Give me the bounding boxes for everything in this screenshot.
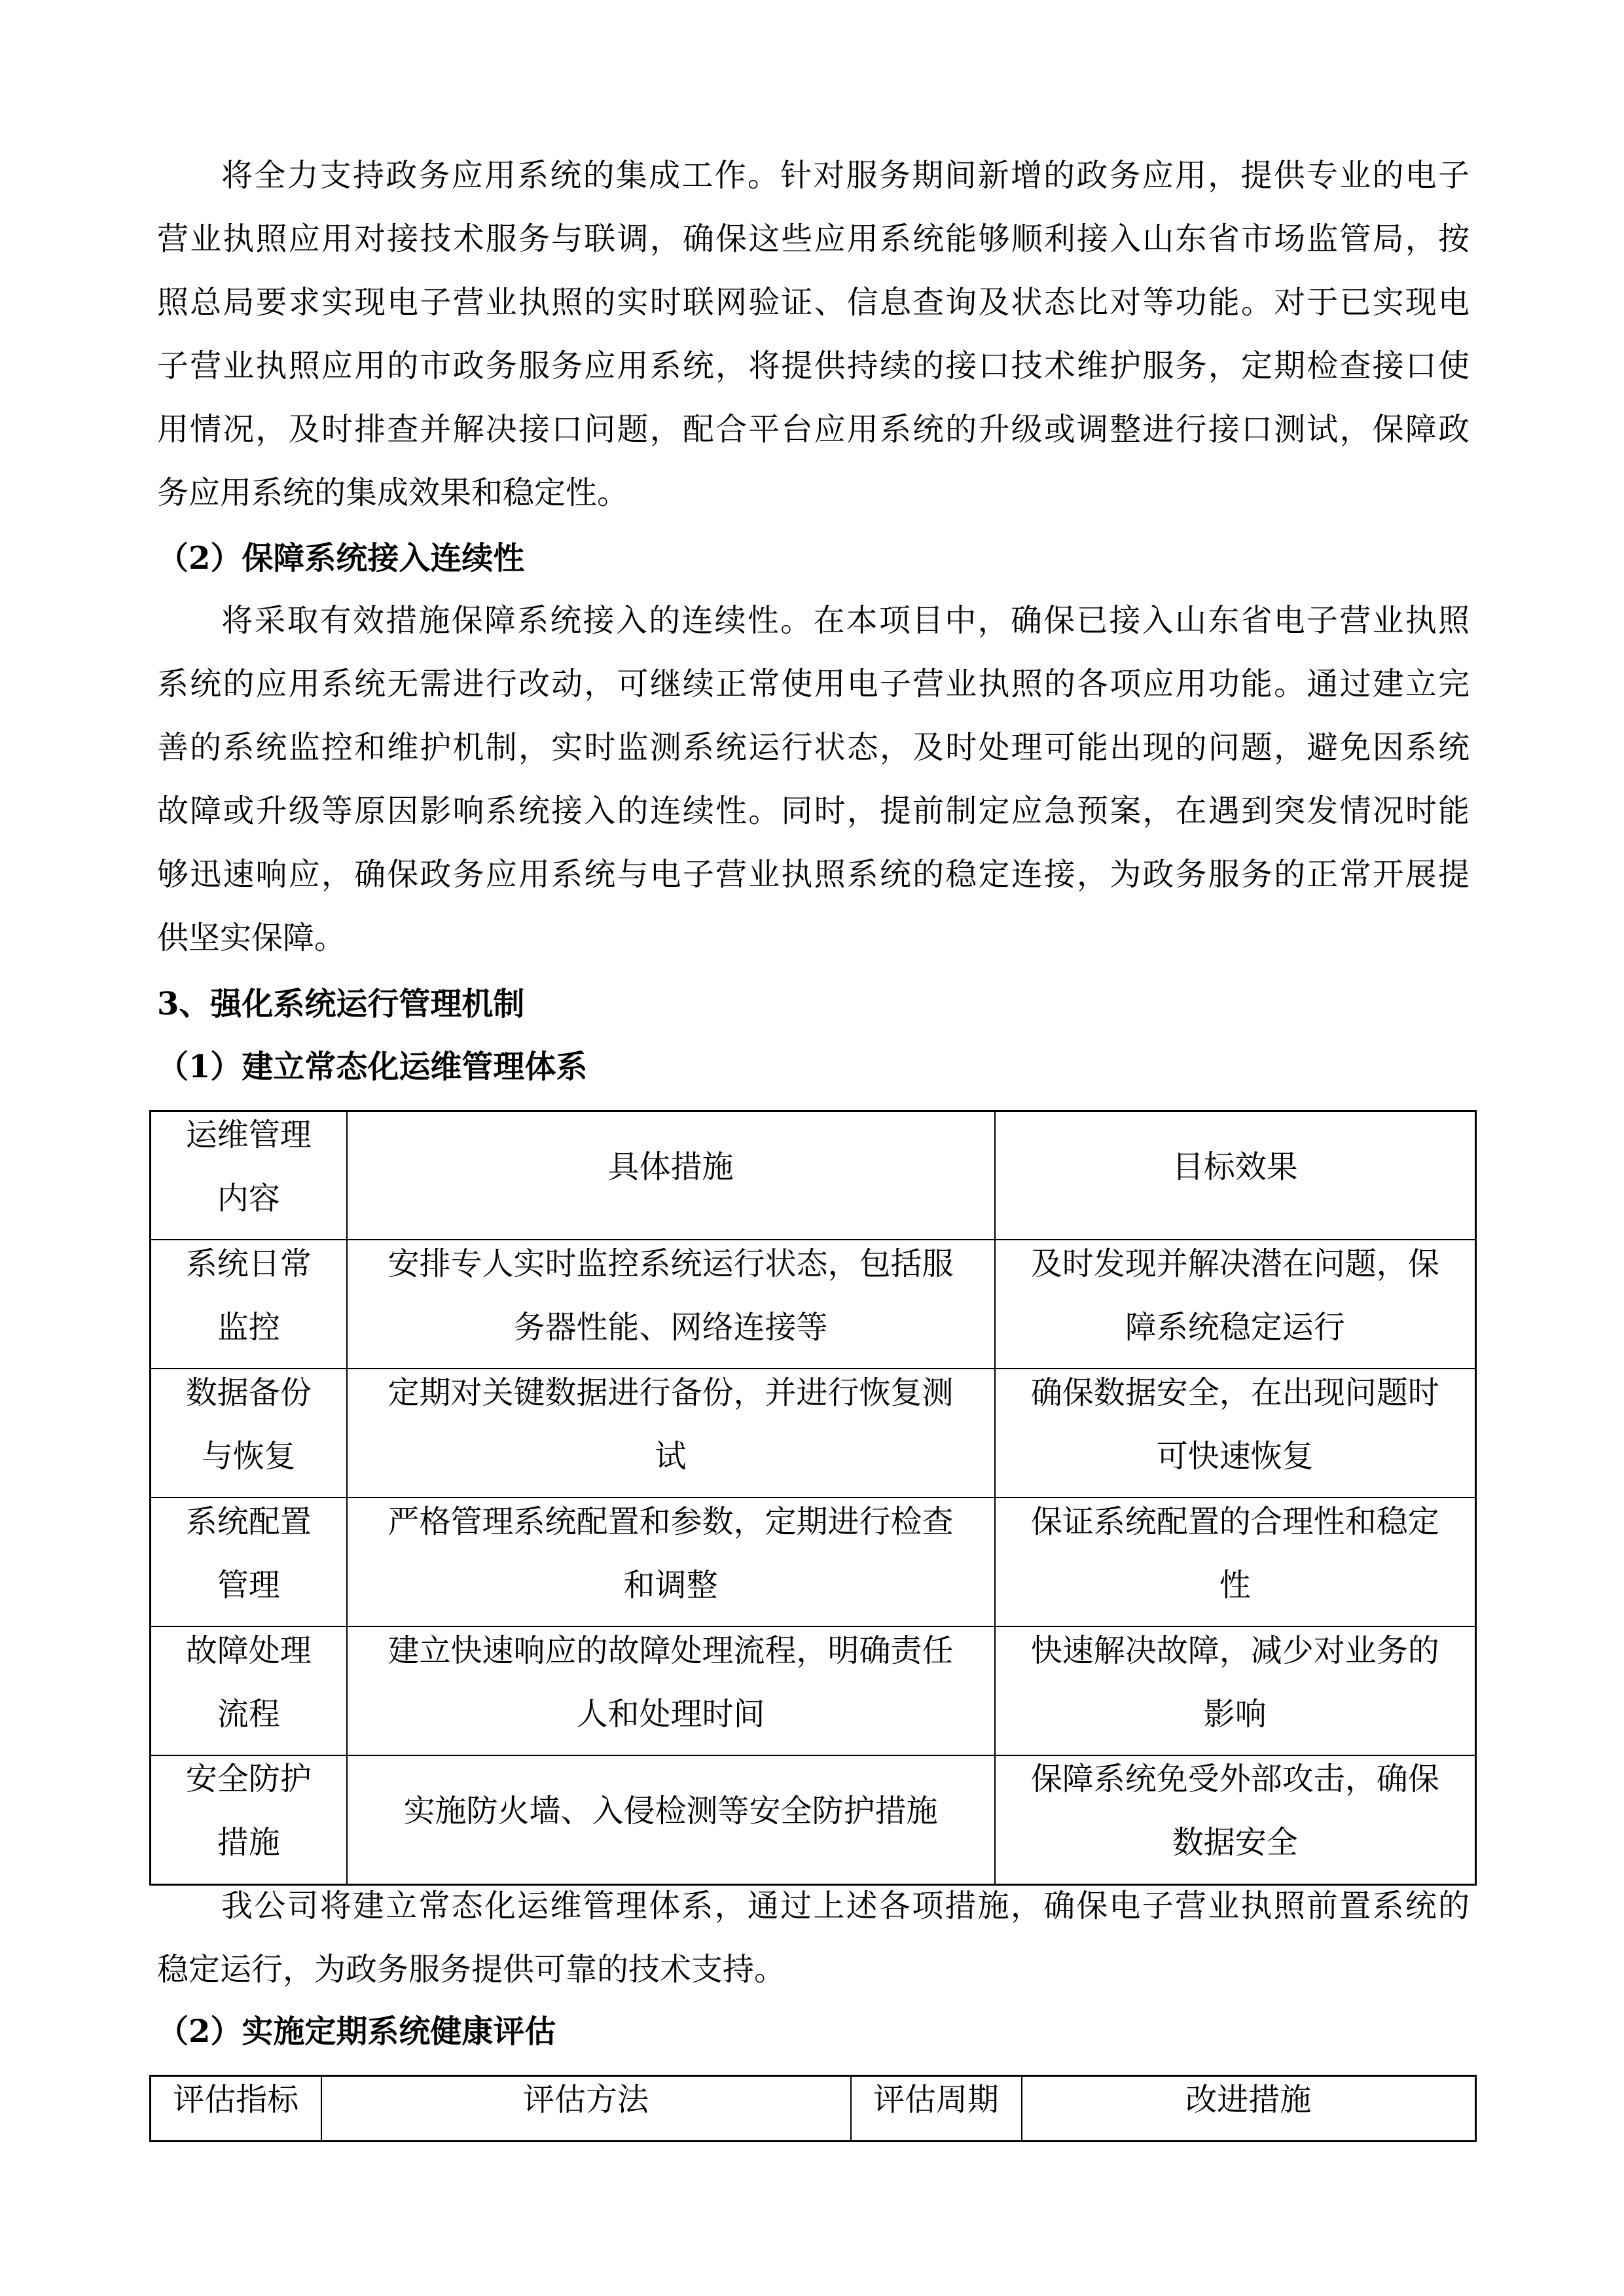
cell-line: 实施防火墙、入侵检测等安全防护措施 bbox=[403, 1792, 938, 1829]
cell-content bbox=[151, 1498, 347, 1626]
cell-line: 及时发现并解决潜在问题，保 bbox=[1030, 1245, 1439, 1282]
header-cell-content bbox=[151, 1111, 347, 1240]
cell-line: 改进措施 bbox=[1185, 2081, 1312, 2118]
paragraph-line: 我公司将建立常态化运维管理体系，通过上述各项措施，确保电子营业执照前置系统的 bbox=[221, 1888, 1470, 1924]
cell-content bbox=[151, 1755, 347, 1884]
paragraph-line: 够迅速响应，确保政务应用系统与电子营业执照系统的稳定连接，为政务服务的正常开展提 bbox=[157, 856, 1470, 893]
cell-line: 数据安全 bbox=[1172, 1824, 1298, 1861]
cell-line: 评估周期 bbox=[873, 2081, 999, 2118]
heading-text: （2）实施定期系统健康评估 bbox=[157, 2013, 556, 2050]
ops-management-table bbox=[149, 1110, 1477, 1886]
continuity-paragraph bbox=[157, 598, 1470, 978]
ops-summary-paragraph bbox=[157, 1883, 1470, 2010]
table-header-row bbox=[151, 2076, 1476, 2142]
cell-line: 快速解决故障，减少对业务的 bbox=[1030, 1632, 1439, 1669]
paragraph-line: 供坚实保障。 bbox=[157, 920, 346, 956]
cell-line: 系统日常 bbox=[185, 1245, 312, 1282]
cell-line: 影响 bbox=[1203, 1695, 1267, 1732]
header-cell-improvement bbox=[1022, 2076, 1476, 2142]
header-cell-indicator bbox=[151, 2076, 321, 2142]
header-cell-period bbox=[851, 2076, 1022, 2142]
intro-paragraph bbox=[157, 152, 1470, 533]
header-cell-goals bbox=[995, 1111, 1476, 1240]
cell-content bbox=[151, 1626, 347, 1755]
cell-line: 和调整 bbox=[623, 1566, 718, 1604]
cell-line: 务器性能、网络连接等 bbox=[513, 1308, 828, 1346]
cell-line: 运维管理 bbox=[185, 1117, 312, 1153]
cell-measures bbox=[347, 1755, 995, 1884]
cell-line: 严格管理系统配置和参数，定期进行检查 bbox=[388, 1503, 954, 1540]
cell-line: 系统配置 bbox=[185, 1503, 312, 1540]
cell-line: 故障处理 bbox=[185, 1632, 312, 1669]
cell-line: 与恢复 bbox=[201, 1437, 296, 1475]
cell-line: 具体措施 bbox=[607, 1148, 734, 1185]
cell-content bbox=[151, 1240, 347, 1369]
cell-line: 内容 bbox=[217, 1180, 280, 1217]
heading-health-eval bbox=[157, 2009, 1470, 2072]
cell-line: 措施 bbox=[217, 1824, 280, 1861]
cell-line: 保证系统配置的合理性和稳定 bbox=[1030, 1503, 1439, 1540]
cell-goals bbox=[995, 1755, 1476, 1884]
cell-line: 安全防护 bbox=[185, 1761, 312, 1798]
cell-measures bbox=[347, 1240, 995, 1369]
table-row bbox=[151, 1240, 1476, 1369]
header-cell-measures bbox=[347, 1111, 995, 1240]
cell-line: 性 bbox=[1219, 1566, 1251, 1604]
table-row bbox=[151, 1755, 1476, 1884]
heading-text: 3、强化系统运行管理机制 bbox=[157, 986, 525, 1022]
cell-line: 定期对关键数据进行备份，并进行恢复测 bbox=[388, 1374, 954, 1411]
heading-section-3 bbox=[157, 981, 1470, 1045]
cell-line: 流程 bbox=[217, 1695, 280, 1732]
cell-line: 保障系统免受外部攻击，确保 bbox=[1030, 1761, 1439, 1798]
table-row bbox=[151, 1498, 1476, 1626]
heading-text: （2）保障系统接入连续性 bbox=[157, 540, 525, 577]
cell-line: 确保数据安全，在出现问题时 bbox=[1030, 1374, 1439, 1411]
paragraph-line: 将采取有效措施保障系统接入的连续性。在本项目中，确保已接入山东省电子营业执照 bbox=[221, 602, 1470, 639]
paragraph-line: 善的系统监控和维护机制，实时监测系统运行状态，及时处理可能出现的问题，避免因系统 bbox=[157, 729, 1470, 766]
heading-continuity bbox=[157, 535, 1470, 599]
paragraph-line: 照总局要求实现电子营业执照的实时联网验证、信息查询及状态比对等功能。对于已实现电 bbox=[157, 284, 1470, 321]
paragraph-line: 故障或升级等原因影响系统接入的连续性。同时，提前制定应急预案，在遇到突发情况时能 bbox=[157, 793, 1470, 829]
heading-text: （1）建立常态化运维管理体系 bbox=[157, 1049, 588, 1085]
paragraph-line: 用情况，及时排查并解决接口问题，配合平台应用系统的升级或调整进行接口测试，保障政 bbox=[157, 411, 1470, 448]
table-header-row bbox=[151, 1111, 1476, 1240]
cell-line: 安排专人实时监控系统运行状态，包括服 bbox=[388, 1245, 954, 1282]
cell-line: 人和处理时间 bbox=[576, 1695, 765, 1732]
paragraph-line: 稳定运行，为政务服务提供可靠的技术支持。 bbox=[157, 1951, 786, 1988]
cell-line: 障系统稳定运行 bbox=[1125, 1308, 1345, 1346]
health-evaluation-table bbox=[149, 2075, 1477, 2142]
cell-line: 数据备份 bbox=[185, 1374, 312, 1411]
cell-measures bbox=[347, 1498, 995, 1626]
cell-line: 评估指标 bbox=[173, 2081, 299, 2118]
cell-goals bbox=[995, 1498, 1476, 1626]
cell-goals bbox=[995, 1240, 1476, 1369]
paragraph-line: 子营业执照应用的市政务服务应用系统，将提供持续的接口技术维护服务，定期检查接口使 bbox=[157, 348, 1470, 384]
table-row bbox=[151, 1626, 1476, 1755]
paragraph-line: 务应用系统的集成效果和稳定性。 bbox=[157, 475, 629, 511]
cell-line: 建立快速响应的故障处理流程，明确责任 bbox=[388, 1632, 954, 1669]
paragraph-line: 将全力支持政务应用系统的集成工作。针对服务期间新增的政务应用，提供专业的电子 bbox=[221, 157, 1470, 194]
cell-line: 试 bbox=[655, 1437, 687, 1475]
cell-measures bbox=[347, 1369, 995, 1498]
paragraph-line: 系统的应用系统无需进行改动，可继续正常使用电子营业执照的各项应用功能。通过建立完 bbox=[157, 666, 1470, 702]
cell-content bbox=[151, 1369, 347, 1498]
cell-goals bbox=[995, 1626, 1476, 1755]
cell-measures bbox=[347, 1626, 995, 1755]
paragraph-line: 营业执照应用对接技术服务与联调，确保这些应用系统能够顺利接入山东省市场监管局，按 bbox=[157, 221, 1470, 257]
cell-goals bbox=[995, 1369, 1476, 1498]
heading-ops-system bbox=[157, 1044, 1470, 1107]
cell-line: 评估方法 bbox=[522, 2081, 649, 2118]
cell-line: 管理 bbox=[217, 1566, 280, 1604]
cell-line: 监控 bbox=[217, 1308, 280, 1346]
header-cell-method bbox=[321, 2076, 851, 2142]
table-row bbox=[151, 1369, 1476, 1498]
cell-line: 目标效果 bbox=[1172, 1148, 1298, 1185]
cell-line: 可快速恢复 bbox=[1156, 1437, 1314, 1475]
